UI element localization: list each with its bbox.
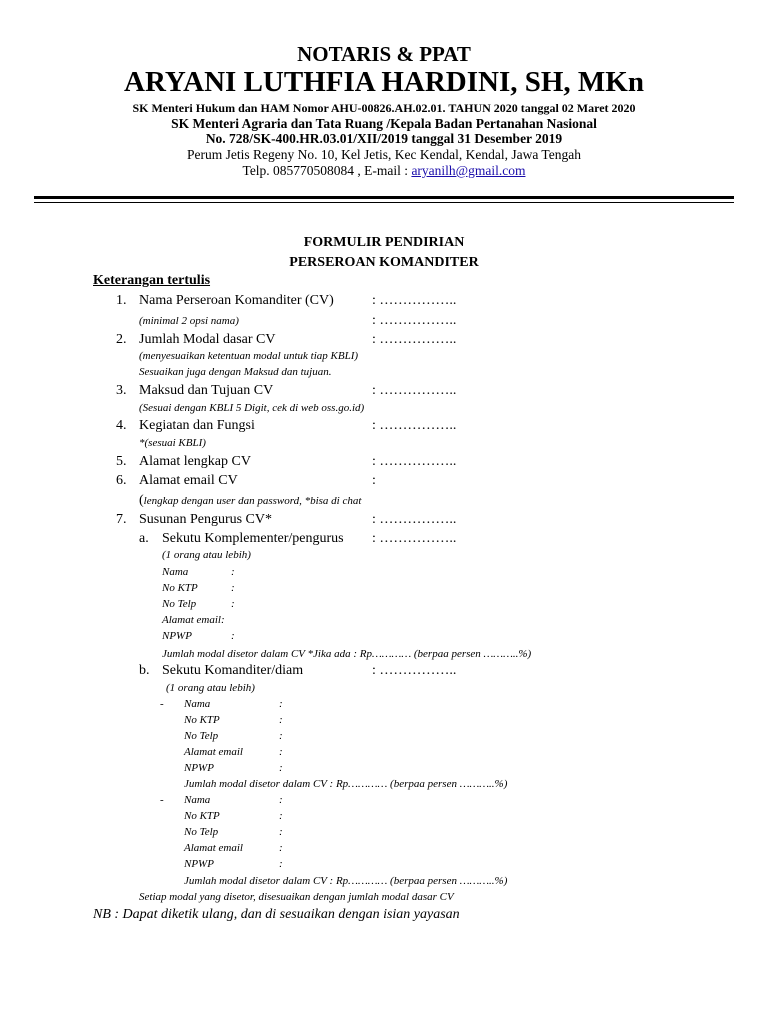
list-dash: - (160, 794, 164, 806)
section-heading: Keterangan tertulis (93, 273, 211, 288)
field-label: Nama (184, 698, 211, 710)
office-contact (0, 163, 768, 179)
sub-b-note: (1 orang atau lebih) (166, 682, 255, 694)
field-label: No KTP (184, 714, 220, 726)
item-note: (Sesuai dengan KBLI 5 Digit, cek di web oss.go.id) (139, 402, 365, 414)
office-title: NOTARIS & PPAT (297, 42, 471, 66)
sub-letter: b. (139, 663, 150, 678)
sub-b-value[interactable]: : …………….. (372, 663, 457, 678)
sub-a-modal: Jumlah modal disetor dalam CV *Jika ada : Rp………… (berpaa persen ………..%) (162, 648, 532, 660)
item-number: 4. (116, 418, 127, 433)
email-link[interactable]: aryanilh@gmail.com (411, 163, 526, 178)
field-colon[interactable]: : (279, 826, 283, 838)
field-colon[interactable]: : (279, 858, 283, 870)
item-note-line (139, 491, 361, 509)
item-label: Alamat email CV (139, 473, 238, 488)
field-colon[interactable]: : (279, 762, 283, 774)
item-note: *(sesuai KBLI) (139, 437, 206, 449)
item-number: 5. (116, 454, 127, 469)
office-address: Perum Jetis Regeny No. 10, Kel Jetis, Kec Kendal, Kendal, Jawa Tengah (187, 147, 581, 162)
contact-phone: Telp. 085770508084 , E-mail : (242, 163, 412, 178)
group-modal: Jumlah modal disetor dalam CV : Rp………… (berpaa persen ………..%) (184, 875, 508, 887)
item-number: 1. (116, 293, 127, 308)
item-note-secondary: Sesuaikan juga dengan Maksud dan tujuan. (139, 366, 332, 378)
field-label: NPWP (162, 630, 192, 642)
item-note: lengkap dengan user dan password, *bisa di chat (143, 495, 362, 507)
footer-note: Setiap modal yang disetor, disesuaikan dengan jumlah modal dasar CV (139, 891, 454, 903)
item-value[interactable]: : …………….. (372, 332, 457, 347)
group-modal: Jumlah modal disetor dalam CV : Rp………… (berpaa persen ………..%) (184, 778, 508, 790)
item-number: 7. (116, 512, 127, 527)
item-value[interactable]: : …………….. (372, 418, 457, 433)
field-colon[interactable]: : (279, 714, 283, 726)
field-label: No KTP (184, 810, 220, 822)
field-label: No KTP (162, 582, 198, 594)
field-label: No Telp (162, 598, 197, 610)
item-label: Maksud dan Tujuan CV (139, 383, 274, 398)
field-label: Alamat email (184, 746, 243, 758)
item-number: 6. (116, 473, 127, 488)
field-colon[interactable]: : (279, 842, 283, 854)
field-label: No Telp (184, 730, 219, 742)
item-note: (minimal 2 opsi nama) (139, 315, 239, 327)
item-note-value[interactable]: : …………….. (372, 313, 457, 328)
item-note: (menyesuaikan ketentuan modal untuk tiap KBLI) (139, 350, 359, 362)
item-value[interactable]: : …………….. (372, 383, 457, 398)
field-label: NPWP (184, 858, 214, 870)
sk-agraria-number: No. 728/SK-400.HR.03.01/XII/2019 tanggal 31 Desember 2019 (205, 131, 563, 146)
item-label: Kegiatan dan Fungsi (139, 418, 255, 433)
item-value[interactable]: : …………….. (372, 293, 457, 308)
field-colon[interactable]: : (231, 566, 235, 578)
sub-a-note: (1 orang atau lebih) (162, 549, 251, 561)
field-label: No Telp (184, 826, 219, 838)
field-colon[interactable]: : (231, 598, 235, 610)
form-title-line2: PERSEROAN KOMANDITER (289, 255, 479, 270)
header-divider-thick (34, 196, 734, 199)
field-colon[interactable]: : (279, 746, 283, 758)
header-divider-thin (34, 202, 734, 203)
sub-a-label: Sekutu Komplementer/pengurus (162, 531, 344, 546)
field-label: Nama (162, 566, 189, 578)
nb-note: NB : Dapat diketik ulang, dan di sesuaikan dengan isian yayasan (93, 907, 460, 922)
item-value[interactable]: : …………….. (372, 512, 457, 527)
sk-agraria: SK Menteri Agraria dan Tata Ruang /Kepala Badan Pertanahan Nasional (171, 116, 597, 131)
sub-letter: a. (139, 531, 149, 546)
item-number: 3. (116, 383, 127, 398)
item-label: Jumlah Modal dasar CV (139, 332, 276, 347)
item-number: 2. (116, 332, 127, 347)
field-colon[interactable]: : (231, 582, 235, 594)
list-dash: - (160, 698, 164, 710)
field-label: Alamat email (184, 842, 243, 854)
notary-name: ARYANI LUTHFIA HARDINI, SH, MKn (124, 66, 644, 98)
field-colon[interactable]: : (279, 730, 283, 742)
note-paren: ( (139, 493, 144, 508)
item-label: Nama Perseroan Komanditer (CV) (139, 293, 334, 308)
field-colon[interactable]: : (231, 630, 235, 642)
item-label: Susunan Pengurus CV* (139, 512, 273, 527)
item-value[interactable]: : …………….. (372, 454, 457, 469)
form-title-line1: FORMULIR PENDIRIAN (303, 235, 465, 250)
sk-hukum-ham: SK Menteri Hukum dan HAM Nomor AHU-00826.AH.02.01. TAHUN 2020 tanggal 02 Maret 2020 (132, 101, 636, 115)
field-label: Nama (184, 794, 211, 806)
field-colon[interactable]: : (279, 794, 283, 806)
item-label: Alamat lengkap CV (139, 454, 251, 469)
field-colon[interactable]: : (279, 698, 283, 710)
item-value[interactable]: : (372, 473, 376, 488)
field-label: Alamat email: (162, 614, 225, 626)
sub-a-value[interactable]: : …………….. (372, 531, 457, 546)
sub-b-label: Sekutu Komanditer/diam (162, 663, 304, 678)
field-colon[interactable]: : (279, 810, 283, 822)
field-label: NPWP (184, 762, 214, 774)
